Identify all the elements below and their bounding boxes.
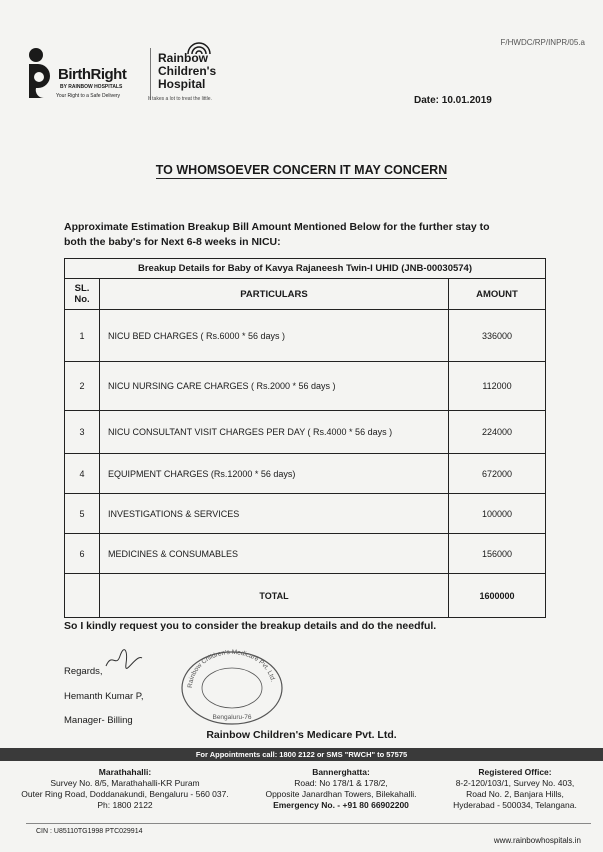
table-header-row xyxy=(65,279,546,310)
appointment-bar: For Appointments call: 1800 2122 or SMS "RWCH" to 57575 xyxy=(0,748,603,761)
row-amount: 112000 xyxy=(449,362,546,411)
row-sl: 3 xyxy=(65,411,100,454)
company-stamp xyxy=(178,648,286,726)
header-amount: AMOUNT xyxy=(449,279,546,310)
table-row xyxy=(65,362,546,411)
row-particulars: NICU BED CHARGES ( Rs.6000 * 56 days ) xyxy=(100,310,449,362)
row-amount: 672000 xyxy=(449,454,546,494)
footer-divider xyxy=(26,823,591,824)
letter-title-text: TO WHOMSOEVER CONCERN IT MAY CONCERN xyxy=(155,163,448,177)
row-sl: 5 xyxy=(65,494,100,534)
letter-intro xyxy=(64,220,534,250)
birthright-tagline: Your Right to a Safe Delivery xyxy=(56,93,121,99)
row-particulars: EQUIPMENT CHARGES (Rs.12000 * 56 days) xyxy=(100,454,449,494)
rainbow-logo xyxy=(148,42,298,106)
address-line: 8-2-120/103/1, Survey No. 403, xyxy=(455,778,575,788)
letter-title xyxy=(0,163,603,177)
birthright-name: BirthRight xyxy=(58,66,127,83)
signer-name: Hemanth Kumar P, xyxy=(64,691,144,702)
table-caption: Breakup Details for Baby of Kavya Rajaneesh Twin-I UHID (JNB-00030574) xyxy=(65,259,546,279)
rainbow-tagline: It takes a lot to treat the little. xyxy=(148,96,212,102)
emergency-number: Emergency No. - +91 80 66902200 xyxy=(273,800,409,810)
letter-date: Date: 10.01.2019 xyxy=(414,95,492,106)
birthright-subtitle: BY RAINBOW HOSPITALS xyxy=(60,84,123,90)
row-sl: 4 xyxy=(65,454,100,494)
footer-company: Rainbow Children's Medicare Pvt. Ltd. xyxy=(206,729,397,741)
closing-request: So I kindly request you to consider the breakup details and do the needful. xyxy=(64,620,437,632)
address-line: Hyderabad - 500034, Telangana. xyxy=(453,800,577,810)
row-amount: 224000 xyxy=(449,411,546,454)
address-marathahalli xyxy=(0,767,250,811)
table-row xyxy=(65,454,546,494)
row-particulars: MEDICINES & CONSUMABLES xyxy=(100,534,449,574)
birthright-logo xyxy=(26,44,146,106)
table-row xyxy=(65,310,546,362)
header-particulars: PARTICULARS xyxy=(100,279,449,310)
address-bannerghatta xyxy=(246,767,436,811)
address-line: Road: No 178/1 & 178/2, xyxy=(294,778,388,788)
logo-divider xyxy=(150,48,151,100)
row-sl: 1 xyxy=(65,310,100,362)
birthright-mark-icon xyxy=(26,46,56,100)
row-particulars: NICU CONSULTANT VISIT CHARGES PER DAY ( Rs.4000 * 56 days ) xyxy=(100,411,449,454)
rainbow-name-line1: Rainbow xyxy=(158,51,208,65)
table-row xyxy=(65,411,546,454)
intro-line-1: Approximate Estimation Breakup Bill Amount Mentioned Below for the further stay to xyxy=(64,221,490,233)
address-heading: Bannerghatta: xyxy=(312,767,370,777)
stamp-outer-text: Rainbow Children's Medicare Pvt. Ltd. xyxy=(186,648,277,689)
intro-line-2: both the baby's for Next 6-8 weeks in NICU: xyxy=(64,236,281,248)
row-amount: 100000 xyxy=(449,494,546,534)
stamp-city: Bengaluru-76 xyxy=(212,714,252,721)
signer-role: Manager- Billing xyxy=(64,715,133,726)
total-label: TOTAL xyxy=(100,574,449,618)
row-sl: 6 xyxy=(65,534,100,574)
address-line: Outer Ring Road, Doddanakundi, Bengaluru - 560 037. xyxy=(21,789,229,799)
rainbow-name-line3: Hospital xyxy=(158,77,206,91)
website-link[interactable]: www.rainbowhospitals.in xyxy=(493,836,581,845)
rainbow-name xyxy=(158,52,216,91)
table-row xyxy=(65,494,546,534)
address-heading: Marathahalli: xyxy=(98,767,152,777)
total-sl xyxy=(65,574,100,618)
address-line: Ph: 1800 2122 xyxy=(97,800,153,810)
rainbow-name-line2: Children's xyxy=(158,64,217,78)
row-particulars: INVESTIGATIONS & SERVICES xyxy=(100,494,449,534)
address-line: Opposite Janardhan Towers, Bilekahalli. xyxy=(265,789,417,799)
row-amount: 156000 xyxy=(449,534,546,574)
address-line: Survey No. 8/5, Marathahalli-KR Puram xyxy=(50,778,200,788)
cin-number: CIN : U85110TG1998 PTC029914 xyxy=(36,828,143,835)
header-sl: SL. No. xyxy=(65,279,100,310)
total-row xyxy=(65,574,546,618)
address-registered xyxy=(430,767,600,811)
address-line: Road No. 2, Banjara Hills, xyxy=(466,789,564,799)
address-heading: Registered Office: xyxy=(478,767,552,777)
svg-text:Rainbow Children's Medicare Pv xyxy=(187,649,276,688)
table-row xyxy=(65,534,546,574)
row-sl: 2 xyxy=(65,362,100,411)
total-amount: 1600000 xyxy=(449,574,546,618)
row-amount: 336000 xyxy=(449,310,546,362)
document-reference: F/HWDC/RP/INPR/05.a xyxy=(500,38,585,47)
regards: Regards, xyxy=(64,666,103,677)
signature-scribble-icon xyxy=(104,648,144,670)
breakup-table xyxy=(64,258,546,618)
row-particulars: NICU NURSING CARE CHARGES ( Rs.2000 * 56 days ) xyxy=(100,362,449,411)
